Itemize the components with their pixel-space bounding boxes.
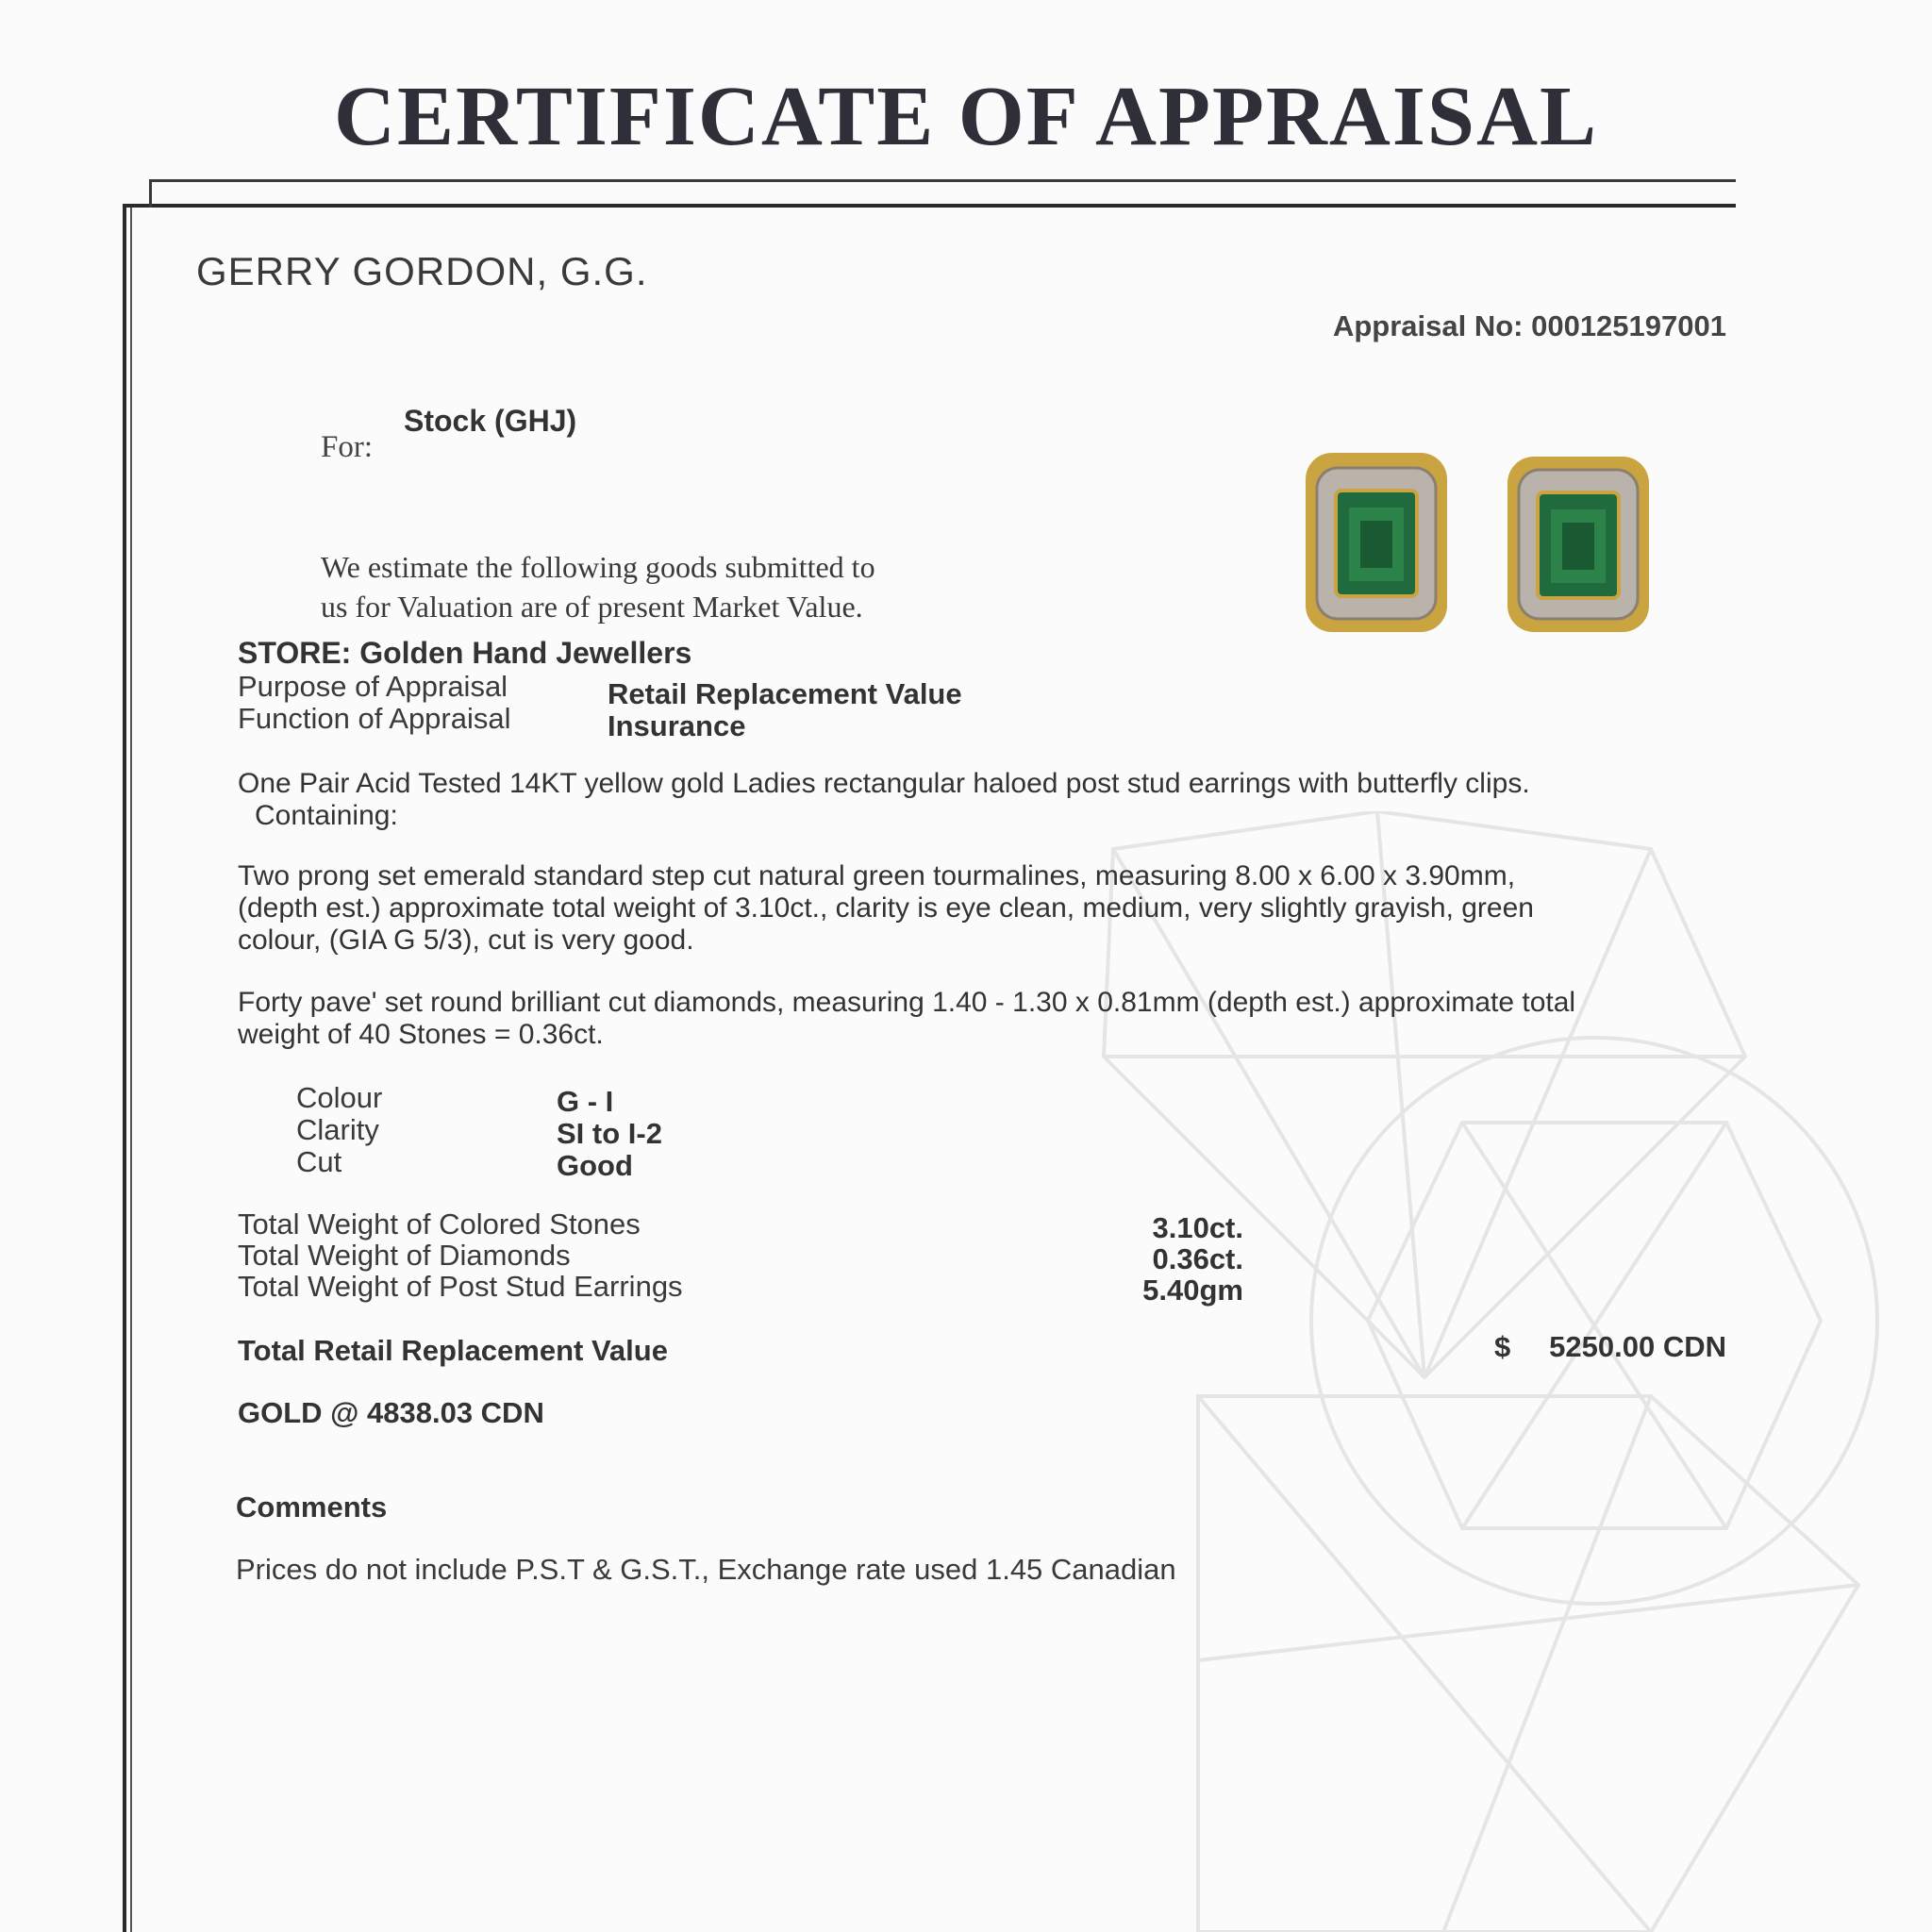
diamond-watermark-icon <box>1066 811 1932 1932</box>
client-name: Stock (GHJ) <box>404 404 577 438</box>
comments-heading: Comments <box>236 1491 388 1524</box>
grade-value-cut: Good <box>557 1149 633 1182</box>
frame-border-top-inner <box>123 204 1736 208</box>
frame-border-corner <box>149 179 152 208</box>
estimate-line-2: us for Valuation are of present Market Value. <box>321 590 863 624</box>
estimate-statement <box>321 547 1000 626</box>
certificate-title: CERTIFICATE OF APPRAISAL <box>334 70 1598 163</box>
weight-label-colored-stones: Total Weight of Colored Stones <box>238 1208 641 1241</box>
frame-border-left-inner <box>130 208 132 1932</box>
for-label: For: <box>321 430 374 464</box>
gold-price: GOLD @ 4838.03 CDN <box>238 1396 544 1429</box>
diamond-description: Forty pave' set round brilliant cut diamonds, measuring 1.40 - 1.30 x 0.81mm (depth est.) approximate total weight of 40 Stones = 0.36ct. <box>238 987 1576 1050</box>
weight-value-colored-stones: 3.10ct. <box>1152 1211 1243 1244</box>
frame-border-left <box>123 204 126 1932</box>
grade-label-colour: Colour <box>296 1081 383 1114</box>
estimate-line-1: We estimate the following goods submitted to <box>321 550 875 584</box>
item-line-2: Containing: <box>255 800 398 831</box>
frame-border-top-outer <box>149 179 1736 182</box>
currency-symbol: $ <box>1494 1330 1511 1363</box>
total-value: 5250.00 CDN <box>1549 1330 1726 1363</box>
weight-value-diamonds: 0.36ct. <box>1152 1242 1243 1275</box>
weight-label-earrings: Total Weight of Post Stud Earrings <box>238 1270 683 1303</box>
purpose-value: Retail Replacement Value <box>608 677 962 710</box>
store-name: STORE: Golden Hand Jewellers <box>238 636 692 670</box>
weight-value-earrings: 5.40gm <box>1142 1274 1243 1307</box>
appraisal-number: Appraisal No: 000125197001 <box>1332 309 1726 342</box>
comments-text: Prices do not include P.S.T & G.S.T., Exchange rate used 1.45 Canadian <box>236 1553 1176 1586</box>
grade-label-clarity: Clarity <box>296 1113 379 1146</box>
item-line-1: One Pair Acid Tested 14KT yellow gold Ladies rectangular haloed post stud earrings with butterfly clips. <box>238 768 1530 799</box>
grade-value-colour: G - I <box>557 1085 614 1118</box>
function-label: Function of Appraisal <box>238 702 511 735</box>
appraiser-name: GERRY GORDON, G.G. <box>196 249 648 293</box>
grade-value-clarity: SI to I-2 <box>557 1117 662 1150</box>
weight-label-diamonds: Total Weight of Diamonds <box>238 1239 571 1272</box>
function-value: Insurance <box>608 709 746 742</box>
purpose-label: Purpose of Appraisal <box>238 670 508 703</box>
tourmaline-description: Two prong set emerald standard step cut natural green tourmalines, measuring 8.00 x 6.00 x 3.90mm, (depth est.) approximate total weight of 3.10ct., clarity is eye clean, medium, very slightly grayish, green colour, (GIA G 5/3), cut is very good. <box>238 860 1534 956</box>
earrings-photo <box>1292 443 1689 651</box>
item-description <box>238 768 1596 832</box>
total-value-label: Total Retail Replacement Value <box>238 1334 668 1367</box>
grade-label-cut: Cut <box>296 1145 342 1178</box>
